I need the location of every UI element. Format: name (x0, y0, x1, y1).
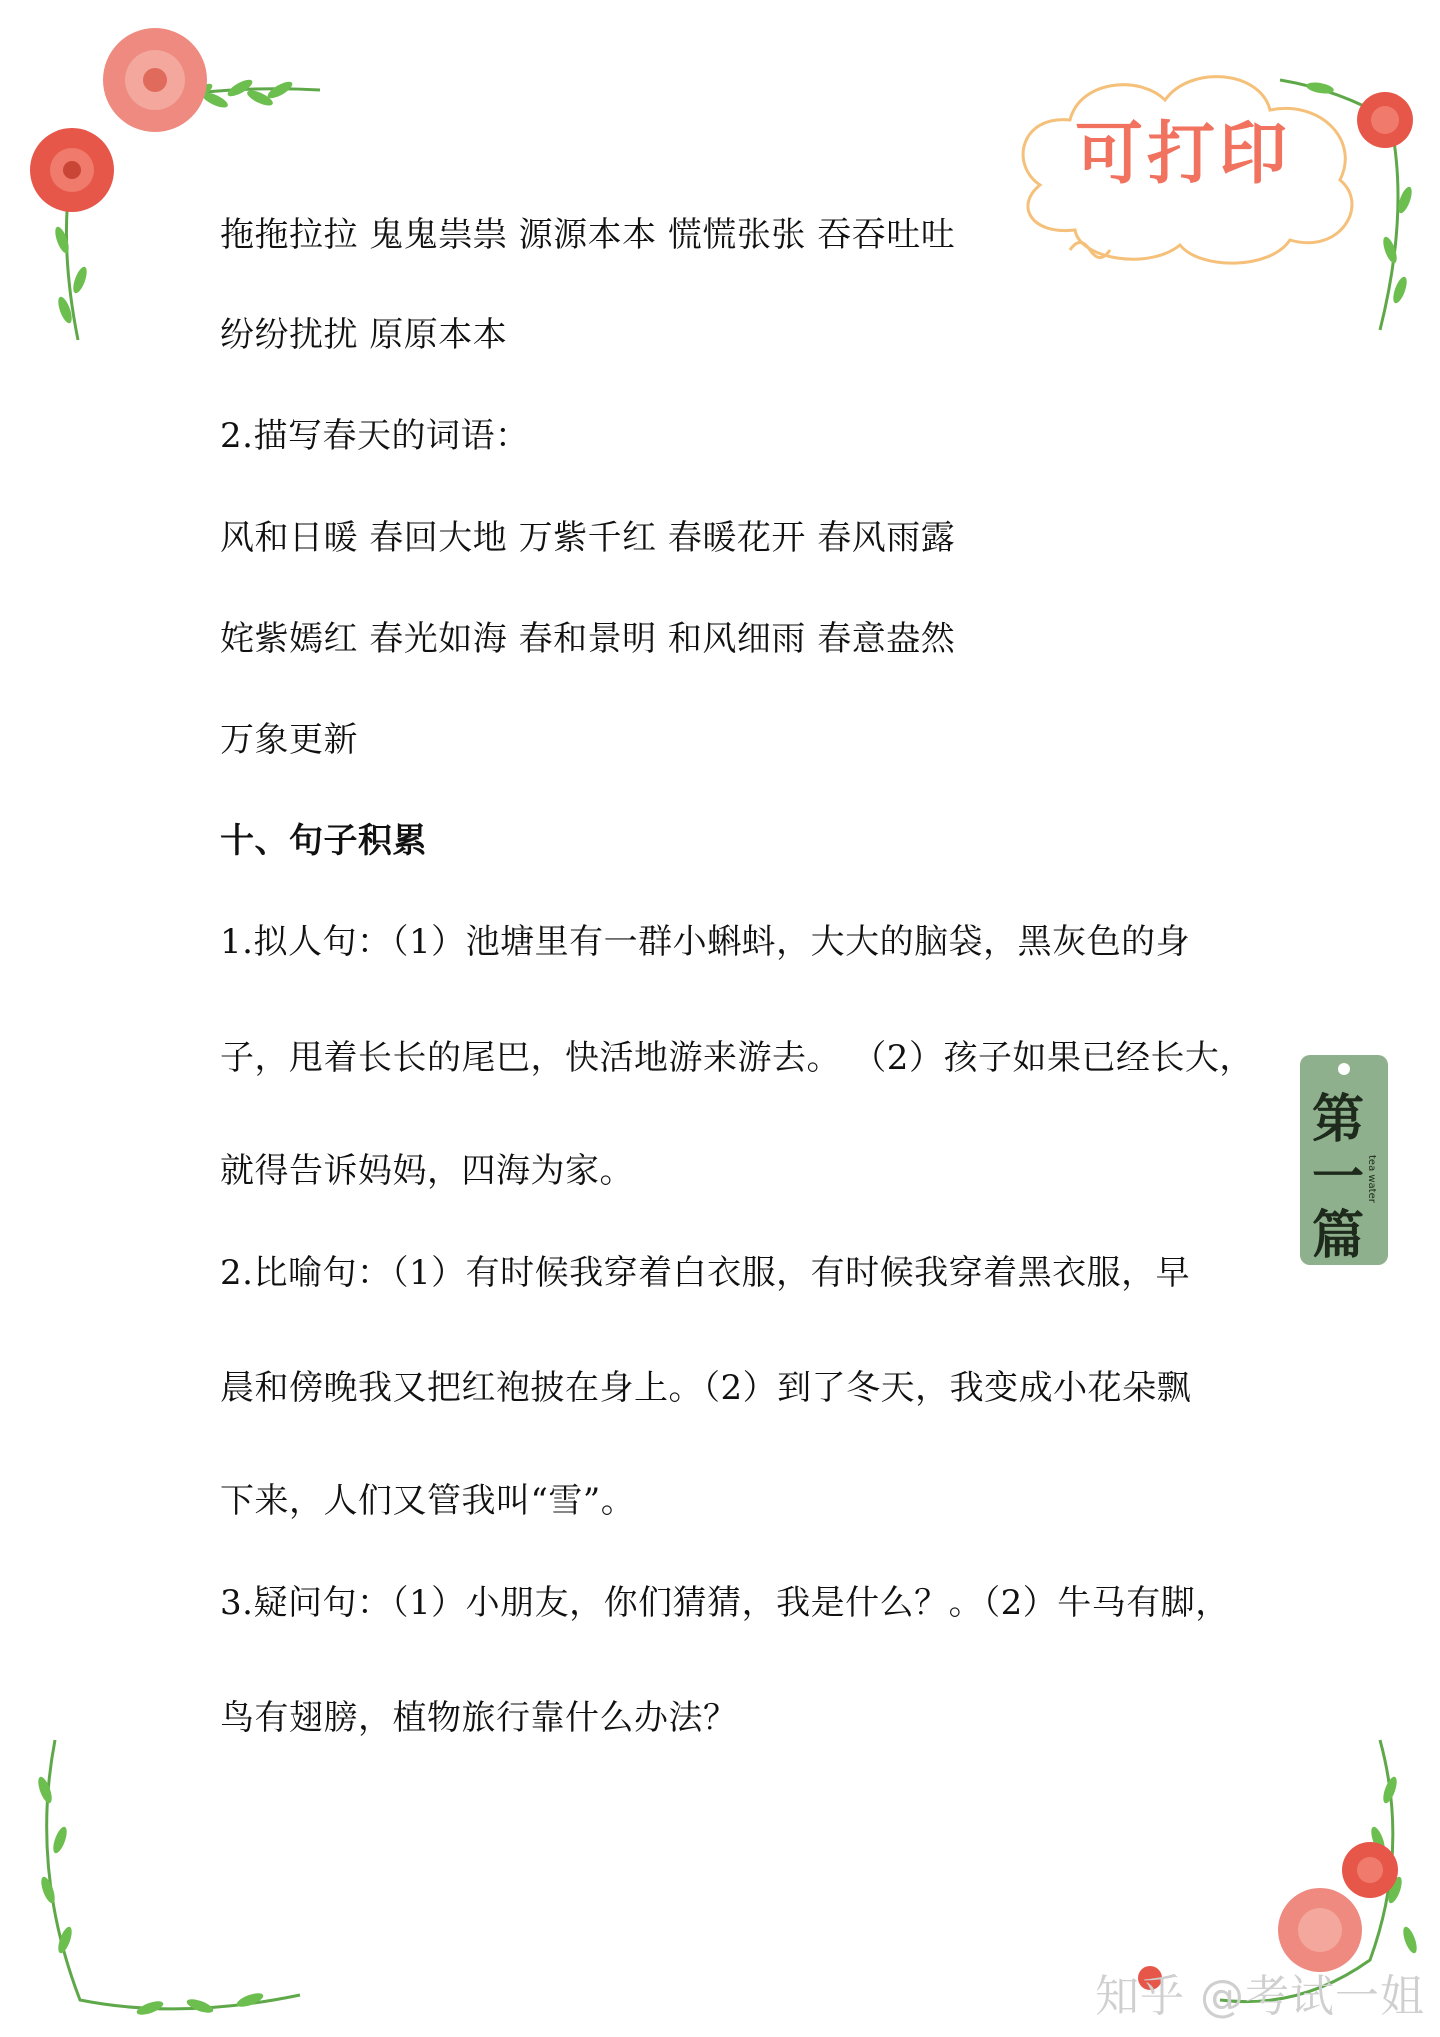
personification-line-3: 就得告诉妈妈，四海为家。 (220, 1151, 634, 1191)
spring-words-line-3: 万象更新 (220, 720, 358, 760)
personification-line-2: 子，甩着长长的尾巴，快活地游来游去。 （2）孩子如果已经长大， (220, 1038, 1254, 1078)
top-left-floral-decoration (0, 0, 340, 360)
watermark: 知乎 @考试一姐 (1095, 1971, 1425, 2022)
tag-char-2: 一 (1311, 1147, 1364, 1208)
idiom-line-1: 拖拖拉拉 鬼鬼祟祟 源源本本 慌慌张张 吞吞吐吐 (220, 215, 956, 255)
metaphor-line-2: 晨和傍晚我又把红袍披在身上。（2）到了冬天，我变成小花朵飘 (220, 1368, 1192, 1408)
section-heading: 十、句子积累 (220, 821, 427, 861)
spring-words-line-2: 姹紫嫣红 春光如海 春和景明 和风细雨 春意盎然 (220, 619, 956, 659)
tag-hole (1338, 1063, 1350, 1075)
bottom-left-floral-decoration (0, 1730, 320, 2037)
metaphor-line-1: 2.比喻句：（1）有时候我穿着白衣服，有时候我穿着黑衣服，早 (220, 1253, 1191, 1293)
spring-words-heading: 2.描写春天的词语： (220, 416, 530, 456)
question-line-2: 鸟有翅膀，植物旅行靠什么办法？ (220, 1698, 738, 1738)
printable-badge: 可打印 (1075, 115, 1292, 194)
idiom-line-2: 纷纷扰扰 原原本本 (220, 315, 508, 355)
tag-char-3: 篇 (1311, 1205, 1364, 1266)
chapter-tag (1300, 1055, 1388, 1265)
question-line-1: 3.疑问句：（1）小朋友，你们猜猜，我是什么？。（2）牛马有脚， (220, 1583, 1230, 1623)
spring-words-line-1: 风和日暖 春回大地 万紫千红 春暖花开 春风雨露 (220, 518, 956, 558)
metaphor-line-3: 下来，人们又管我叫“雪”。 (220, 1481, 636, 1521)
personification-line-1: 1.拟人句：（1）池塘里有一群小蝌蚪，大大的脑袋，黑灰色的身 (220, 922, 1191, 962)
tag-subtitle: tea water (1366, 1155, 1377, 1203)
tag-char-1: 第 (1311, 1089, 1364, 1150)
